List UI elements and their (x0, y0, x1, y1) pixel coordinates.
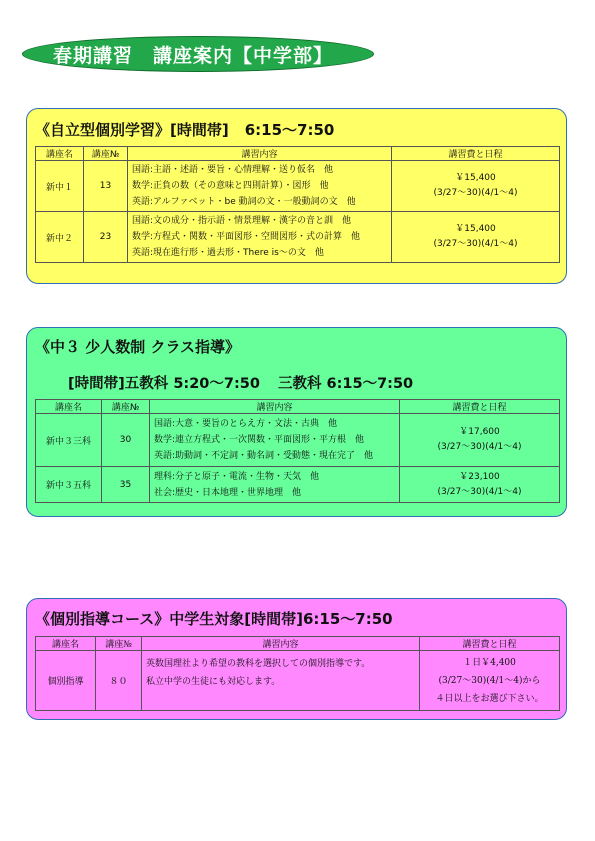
header-course-name: 講座名 (36, 147, 84, 161)
fee-dates: (3/27～30)(4/1～4) (437, 442, 522, 452)
content-line: 英語:アルファベット・be 動詞の文・一般動詞の文 他 (132, 197, 356, 207)
table-header-row (36, 400, 560, 414)
header-course-content: 講習内容 (128, 147, 392, 161)
content-line: 私立中学の生徒にも対応します。 (146, 677, 281, 687)
fee-amount: ￥23,100 (459, 471, 500, 482)
header-course-name: 講座名 (36, 637, 96, 651)
course-no: 35 (102, 467, 150, 503)
header-fee-schedule: 講習費と日程 (420, 637, 560, 651)
fee-amount: ￥15,400 (455, 173, 496, 183)
table-header-row (36, 147, 560, 161)
course-name: 個別指導 (36, 651, 96, 711)
header-course-content: 講習内容 (150, 400, 400, 414)
course-no: 13 (84, 161, 128, 212)
content-line: 英語:現在進行形・過去形・There is～の文 他 (132, 248, 324, 258)
fee-dates: (3/27～30)(4/1～4) (433, 239, 518, 249)
course-fee (392, 161, 560, 212)
fee-amount: ￥17,600 (459, 427, 500, 437)
fee-line: １日￥4,400 (463, 657, 516, 668)
section-small-class-heading: 《中３ 少人数制 クラス指導》 (35, 338, 240, 356)
header-fee-schedule: 講習費と日程 (392, 147, 560, 161)
fee-line: (3/27～30)(4/1～4)から (438, 675, 541, 686)
course-content (128, 161, 392, 212)
course-content (142, 651, 420, 711)
small-class-table (35, 399, 560, 503)
fee-dates: (3/27～30)(4/1～4) (433, 188, 518, 198)
course-fee (400, 467, 560, 503)
header-course-no: 講座№ (84, 147, 128, 161)
header-fee-schedule: 講習費と日程 (400, 400, 560, 414)
content-line: 国語:文の成分・指示語・情景理解・漢字の音と訓 他 (132, 216, 352, 226)
course-content (150, 414, 400, 467)
fee-amount: ￥15,400 (455, 224, 496, 234)
header-course-no: 講座№ (96, 637, 142, 651)
table-row (36, 212, 560, 263)
content-line: 数学:連立方程式・一次関数・平面図形・平方根 他 (154, 435, 365, 445)
header-course-no: 講座№ (102, 400, 150, 414)
course-fee (400, 414, 560, 467)
header-course-content: 講習内容 (142, 637, 420, 651)
course-no: 23 (84, 212, 128, 263)
content-line: 数学:正負の数（その意味と四則計算）・図形 他 (132, 181, 329, 191)
course-fee (420, 651, 560, 711)
table-row (36, 467, 560, 503)
table-row (36, 651, 560, 711)
section-individual-time: 6:15～7:50 (302, 610, 393, 628)
section-self-study-title: 《自立型個別学習》[時間帯] (35, 121, 229, 139)
section-individual-title: 《個別指導コース》中学生対象[時間帯] (35, 610, 303, 628)
time-five-subjects: 五教科 5:20～7:50 (124, 376, 260, 392)
course-name: 新中３五科 (36, 467, 102, 503)
course-name: 新中１ (36, 161, 84, 212)
fee-line: ４日以上をお選び下さい。 (435, 693, 544, 704)
section-small-class-times (68, 372, 413, 393)
content-line: 理科:分子と原子・電流・生物・天気 他 (154, 471, 320, 482)
course-no: 30 (102, 414, 150, 467)
table-row (36, 414, 560, 467)
content-line: 国語:主語・述語・要旨・心情理解・送り仮名 他 (132, 165, 334, 175)
section-individual-heading (35, 608, 393, 629)
course-no: ８０ (96, 651, 142, 711)
fee-dates: (3/27～30)(4/1～4) (437, 486, 522, 497)
course-content (128, 212, 392, 263)
content-line: 国語:大意・要旨のとらえ方・文法・古典 他 (154, 419, 338, 429)
content-line: 社会:歴史・日本地理・世界地理 他 (154, 487, 302, 498)
page-title: 春期講習 講座案内【中学部】 (22, 36, 374, 72)
course-name: 新中２ (36, 212, 84, 263)
course-name: 新中３三科 (36, 414, 102, 467)
table-row (36, 161, 560, 212)
content-line: 数学:方程式・関数・平面図形・空間図形・式の計算 他 (132, 232, 361, 242)
self-study-table (35, 146, 560, 263)
time-three-subjects: 三教科 6:15～7:50 (277, 376, 414, 392)
content-line: 英数国理社より希望の教科を選択しての個別指導です。 (146, 659, 371, 669)
section-self-study-time: 6:15～7:50 (244, 121, 335, 139)
course-content (150, 467, 400, 503)
individual-table (35, 636, 560, 711)
course-fee (392, 212, 560, 263)
table-header-row (36, 637, 560, 651)
header-course-name: 講座名 (36, 400, 102, 414)
time-label: [時間帯] (68, 376, 125, 392)
section-self-study-heading (35, 119, 334, 140)
content-line: 英語:助動詞・不定詞・動名詞・受動態・現在完了 他 (154, 451, 374, 461)
